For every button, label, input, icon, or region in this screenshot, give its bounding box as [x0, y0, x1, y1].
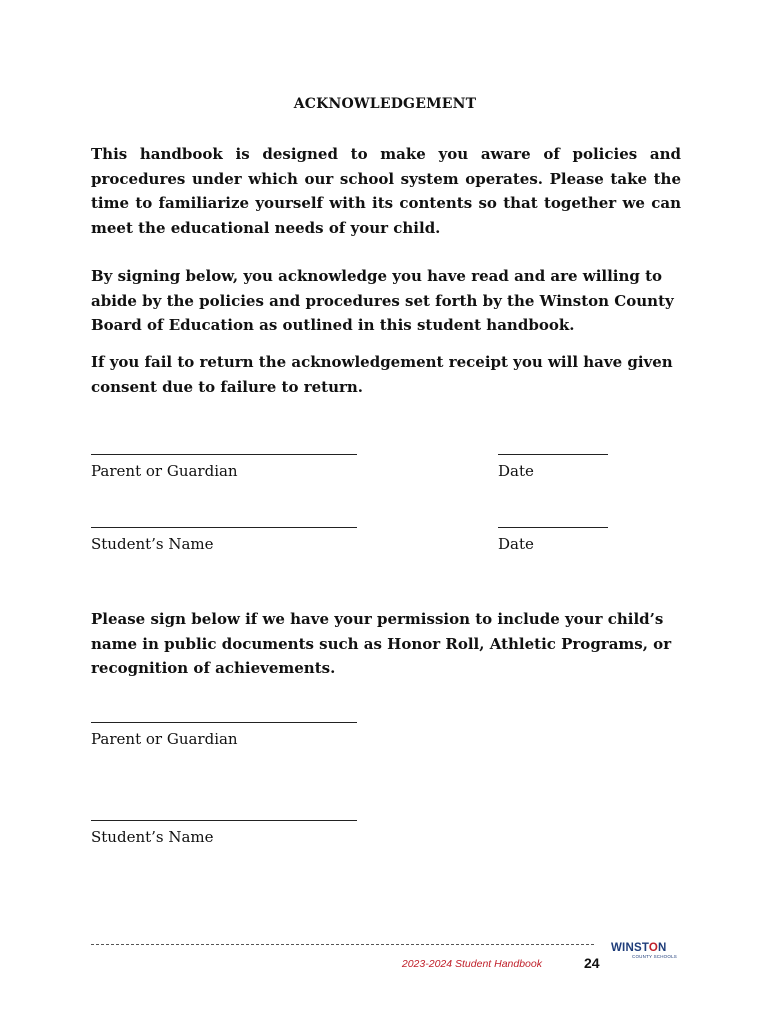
logo-subtitle: COUNTY SCHOOLS — [632, 954, 677, 959]
parent-date-label: Date — [498, 462, 534, 480]
failure-paragraph: If you fail to return the acknowledgement receipt you will have given consent due to failure to return. — [91, 353, 673, 396]
intro-paragraph: This handbook is designed to make you aware of policies and procedures under which our school system operates. Please take the time to familiarize yourself with its contents so that together we can meet the educational needs of your child. — [91, 145, 681, 237]
signing-paragraph: By signing below, you acknowledge you have read and are willing to abide by the policies and procedures set forth by the Winston County Board of Education as outlined in this student handbook. — [91, 267, 674, 334]
permission-parent-label: Parent or Guardian — [91, 730, 238, 748]
permission-student-signature-line[interactable] — [91, 820, 357, 821]
student-signature-line[interactable] — [91, 527, 357, 528]
page-number: 24 — [584, 955, 600, 971]
student-date-line[interactable] — [498, 527, 608, 528]
footer-divider — [91, 944, 594, 945]
parent-signature-line[interactable] — [91, 454, 357, 455]
student-date-label: Date — [498, 535, 534, 553]
logo-wordmark: WINSTON — [611, 942, 667, 954]
footer-handbook-title: 2023-2024 Student Handbook — [401, 958, 542, 970]
permission-paragraph: Please sign below if we have your permission to include your child’s name in public documents such as Honor Roll, Athletic Programs, or recognition of achievements. — [91, 610, 672, 677]
winston-county-schools-logo — [611, 942, 677, 966]
parent-signature-label: Parent or Guardian — [91, 462, 238, 480]
parent-date-line[interactable] — [498, 454, 608, 455]
page-title: ACKNOWLEDGEMENT — [293, 96, 477, 112]
permission-parent-signature-line[interactable] — [91, 722, 357, 723]
student-signature-label: Student’s Name — [91, 535, 214, 553]
permission-student-label: Student’s Name — [91, 828, 214, 846]
